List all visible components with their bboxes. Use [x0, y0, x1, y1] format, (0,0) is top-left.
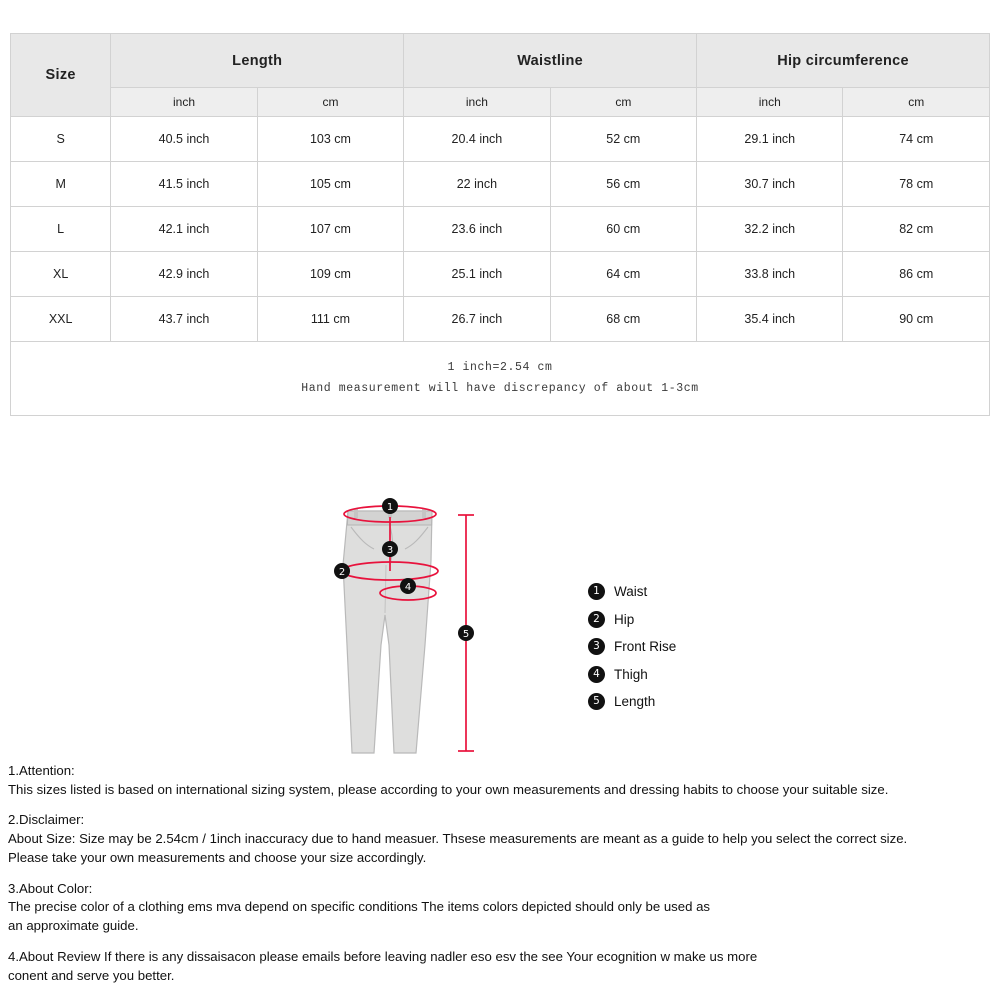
legend-label: Length — [614, 694, 656, 710]
legend-number-icon: 5 — [588, 693, 605, 710]
row-size-label: L — [11, 207, 111, 252]
cell-waist-cm: 60 cm — [550, 207, 696, 252]
table-body — [11, 117, 990, 342]
row-size-label: M — [11, 162, 111, 207]
unit-hip-inch: inch — [697, 88, 843, 117]
legend-label: Hip — [614, 611, 635, 627]
cell-hip-cm: 82 cm — [843, 207, 990, 252]
legend-label: Thigh — [614, 666, 648, 682]
note-disclaimer-title: 2.Disclaimer: — [8, 812, 85, 828]
header-length: Length — [111, 34, 404, 88]
cell-waist-cm: 64 cm — [550, 252, 696, 297]
table-row — [11, 297, 990, 342]
table-foot — [11, 342, 990, 416]
cell-length-cm: 107 cm — [257, 207, 403, 252]
note-color-line1: The precise color of a clothing ems mva depend on specific conditions The items colors depicted should only be used as — [8, 899, 711, 915]
pants-diagram-svg — [330, 495, 490, 770]
cell-waist-inch: 26.7 inch — [404, 297, 550, 342]
cell-length-inch: 43.7 inch — [111, 297, 257, 342]
cell-length-inch: 41.5 inch — [111, 162, 257, 207]
note-color-line2: an approximate guide. — [8, 918, 139, 934]
cell-length-inch: 42.9 inch — [111, 252, 257, 297]
legend-number-icon: 2 — [588, 611, 605, 628]
table-head — [11, 34, 990, 117]
marker-4-label: 4 — [404, 582, 412, 593]
cell-hip-inch: 29.1 inch — [697, 117, 843, 162]
cell-length-cm: 109 cm — [257, 252, 403, 297]
cell-waist-cm: 56 cm — [550, 162, 696, 207]
cell-waist-inch: 25.1 inch — [404, 252, 550, 297]
table-row — [11, 117, 990, 162]
size-table-container — [10, 33, 990, 416]
cell-waist-cm: 52 cm — [550, 117, 696, 162]
pants-measurement-diagram — [330, 495, 490, 770]
legend-item-waist — [588, 578, 828, 606]
note-attention-body: This sizes listed is based on international sizing system, please according to your own measurements and dressing habits to choose your suitable size. — [8, 781, 889, 797]
conversion-note-line2: Hand measurement will have discrepancy of about 1-3cm — [301, 381, 699, 395]
note-disclaimer-line2: Please take your own measurements and choose your size accordingly. — [8, 849, 427, 865]
cell-length-cm: 111 cm — [257, 297, 403, 342]
cell-waist-inch: 23.6 inch — [404, 207, 550, 252]
cell-hip-inch: 32.2 inch — [697, 207, 843, 252]
row-size-label: XL — [11, 252, 111, 297]
note-color — [8, 880, 992, 936]
note-review — [8, 948, 992, 985]
note-color-title: 3.About Color: — [8, 880, 93, 896]
note-disclaimer-line1: About Size: Size may be 2.54cm / 1inch inaccuracy due to hand measuer. Thsese measurements are meant as a guide to help you select the correct size. — [8, 831, 908, 847]
unit-length-cm: cm — [257, 88, 403, 117]
legend-number-icon: 1 — [588, 583, 605, 600]
cell-hip-inch: 33.8 inch — [697, 252, 843, 297]
legend-label: Front Rise — [614, 639, 677, 655]
cell-hip-cm: 90 cm — [843, 297, 990, 342]
table-row — [11, 252, 990, 297]
cell-waist-inch: 22 inch — [404, 162, 550, 207]
conversion-note-line1: 1 inch=2.54 cm — [447, 361, 553, 375]
header-hip-circumference: Hip circumference — [697, 34, 990, 88]
unit-length-inch: inch — [111, 88, 257, 117]
cell-waist-cm: 68 cm — [550, 297, 696, 342]
size-table — [10, 33, 990, 416]
table-row — [11, 207, 990, 252]
row-size-label: S — [11, 117, 111, 162]
row-size-label: XXL — [11, 297, 111, 342]
cell-hip-inch: 35.4 inch — [697, 297, 843, 342]
note-review-line2: conent and serve you better. — [8, 967, 175, 983]
conversion-note — [11, 342, 990, 416]
marker-2-label: 2 — [338, 567, 346, 578]
cell-length-cm: 103 cm — [257, 117, 403, 162]
cell-hip-cm: 78 cm — [843, 162, 990, 207]
legend-label: Waist — [614, 584, 648, 600]
notes-section — [8, 762, 992, 985]
legend-item-hip — [588, 606, 828, 634]
table-footer-row — [11, 342, 990, 416]
legend-number-icon: 4 — [588, 666, 605, 683]
unit-waist-cm: cm — [550, 88, 696, 117]
unit-waist-inch: inch — [404, 88, 550, 117]
marker-1-label: 1 — [386, 502, 394, 513]
legend-item-thigh — [588, 661, 828, 689]
header-size: Size — [11, 34, 111, 117]
table-row — [11, 162, 990, 207]
marker-3-label: 3 — [386, 545, 394, 556]
cell-waist-inch: 20.4 inch — [404, 117, 550, 162]
cell-hip-cm: 86 cm — [843, 252, 990, 297]
cell-length-cm: 105 cm — [257, 162, 403, 207]
table-group-header-row — [11, 34, 990, 88]
marker-5-label: 5 — [462, 629, 470, 640]
note-attention — [8, 762, 992, 799]
note-review-line1: 4.About Review If there is any dissaisacon please emails before leaving nadler eso esv the see Your ecognition w make us more — [8, 948, 758, 964]
header-waistline: Waistline — [404, 34, 697, 88]
cell-length-inch: 40.5 inch — [111, 117, 257, 162]
cell-length-inch: 42.1 inch — [111, 207, 257, 252]
table-unit-header-row — [11, 88, 990, 117]
legend-item-length — [588, 688, 828, 716]
cell-hip-cm: 74 cm — [843, 117, 990, 162]
legend-number-icon: 3 — [588, 638, 605, 655]
note-attention-title: 1.Attention: — [8, 763, 75, 778]
cell-hip-inch: 30.7 inch — [697, 162, 843, 207]
unit-hip-cm: cm — [843, 88, 990, 117]
legend-item-front-rise — [588, 633, 828, 661]
diagram-legend — [588, 578, 828, 716]
note-disclaimer — [8, 811, 992, 867]
